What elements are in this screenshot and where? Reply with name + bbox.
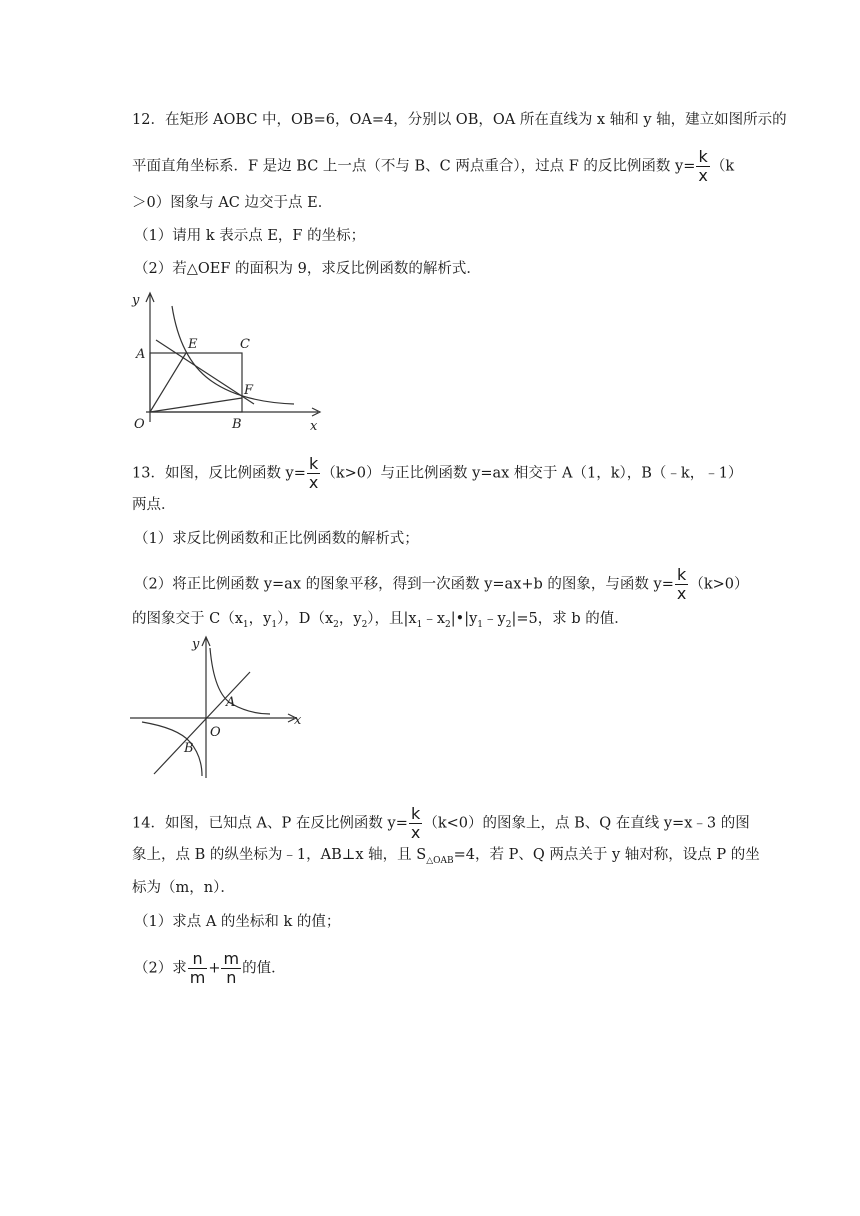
q14-line-3: 标为（m，n）． — [132, 880, 235, 896]
q12-rectangle — [150, 353, 242, 412]
q13-figure — [128, 632, 308, 782]
q13-line-through-origin — [154, 672, 250, 774]
q12-line-2-tail: （k — [710, 158, 735, 175]
q12-hyperbola — [172, 306, 294, 404]
q13-line-2: 两点． — [132, 497, 176, 513]
q12-label-a: A — [136, 347, 146, 362]
q12-part-1: （1）请用 k 表示点 E，F 的坐标； — [134, 228, 366, 244]
q12-label-b: B — [232, 417, 242, 432]
q13-part-3: 的图象交于 $C(x_1$，$y_1$），$D(x_2$，$y_2$），且$|x_1﹣x_2|•|y_1﹣y_2|=5$，求 b 的值． — [132, 611, 629, 630]
q12-label-o: O — [134, 417, 145, 432]
q12-label-c: C — [240, 337, 250, 352]
q12-segment-of — [150, 398, 242, 412]
fraction-m-over-n: $\frac{m}{n}$ — [223, 949, 240, 987]
fraction-n-over-m: $\frac{n}{m}$ — [189, 949, 206, 987]
q12-label-x: x — [310, 419, 318, 434]
q12-label-f: F — [244, 383, 254, 398]
q12-line-1: 12．在矩形 AOBC 中，OB=6，OA=4，分别以 OB，OA 所在直线为 x 轴和 y 轴，建立如图所示的 — [132, 112, 787, 128]
q13-part-2 — [134, 566, 749, 603]
q12-line-2 — [132, 148, 734, 185]
q12-part-2: （2）若△OEF 的面积为 9，求反比例函数的解析式． — [134, 261, 481, 277]
q13-label-o: O — [210, 725, 221, 740]
q12-line-3: ＞0）图象与 AC 边交于点 E． — [132, 195, 333, 211]
fraction-k-over-x: $\frac{k}{x}$ — [410, 804, 421, 842]
q12-line-2-text: 平面直角坐标系．F 是边 BC 上一点（不与 B、C 两点重合），过点 F 的反比例函数 y= — [132, 158, 696, 175]
q12-label-y: y — [132, 293, 140, 308]
q13-line-1 — [132, 455, 742, 492]
q14-part-1: （1）求点 A 的坐标和 k 的值； — [134, 914, 341, 930]
fraction-k-over-x: $\frac{k}{x}$ — [676, 565, 687, 603]
q13-label-y: y — [192, 637, 200, 652]
q13-line-1-tail: （k>0）与正比例函数 y=ax 相交于 A（1，k），B（﹣k，﹣1） — [321, 465, 743, 482]
q14-area-subscript: △OAB — [426, 855, 454, 866]
q13-line-1-text: 13．如图，反比例函数 y= — [132, 465, 306, 482]
q12-segment-oe — [150, 353, 186, 412]
q13-label-b: B — [184, 741, 194, 756]
q13-label-a: A — [226, 695, 236, 710]
fraction-k-over-x: $\frac{k}{x}$ — [308, 454, 319, 492]
q12-label-e: E — [188, 337, 198, 352]
q14-line-1-text: 14．如图，已知点 A、P 在反比例函数 y= — [132, 815, 408, 832]
q13-part-1: （1）求反比例函数和正比例函数的解析式； — [134, 531, 419, 547]
q14-part-2: （2）求 $\frac{n}{m}$ + $\frac{m}{n}$ 的值． — [134, 949, 286, 987]
q14-line-1 — [132, 805, 750, 842]
fraction-k-over-x: $\frac{k}{x}$ — [698, 147, 708, 185]
q14-line-1-tail: （k<0）的图象上，点 B、Q 在直线 y=x﹣3 的图 — [423, 815, 750, 832]
q13-label-x: x — [294, 713, 302, 728]
q13-part-2-text: （2）将正比例函数 y=ax 的图象平移，得到一次函数 y=ax+b 的图象，与函数 y= — [134, 576, 674, 593]
q12-figure — [128, 288, 328, 436]
q13-part-2-tail: （k>0） — [689, 576, 749, 593]
q14-line-2: 象上，点 B 的纵坐标为﹣1，AB⊥x 轴，且 $S_{\triangle OAB}=4$，若 P、Q 两点关于 y 轴对称，设点 P 的坐 — [132, 847, 760, 866]
